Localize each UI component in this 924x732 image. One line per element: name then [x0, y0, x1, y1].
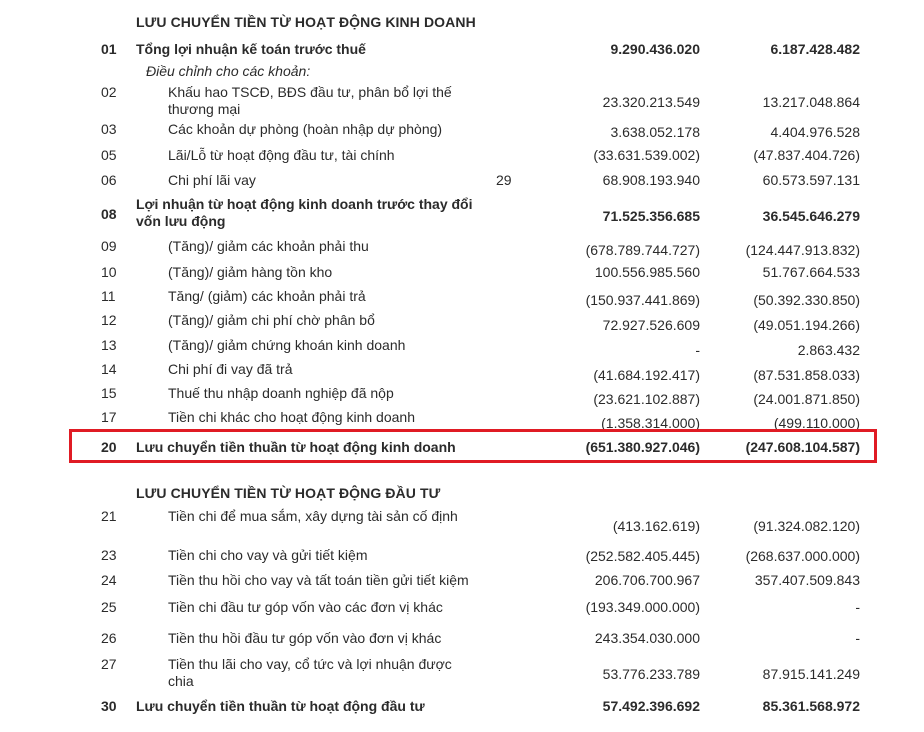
row-description: Lưu chuyển tiền thuần từ hoạt động kinh doanh [136, 439, 456, 455]
section-heading-operating: LƯU CHUYỂN TIỀN TỪ HOẠT ĐỘNG KINH DOANH [136, 14, 476, 30]
row-description: Tiền chi khác cho hoạt động kinh doanh [168, 409, 415, 425]
row-code: 23 [101, 547, 117, 563]
table-row [0, 312, 924, 332]
row-note: 29 [496, 172, 512, 188]
adjustments-row [0, 63, 924, 83]
current-year-value: 243.354.030.000 [594, 630, 700, 646]
table-row [0, 41, 924, 61]
row-code: 26 [101, 630, 117, 646]
prior-year-value: 51.767.664.533 [762, 264, 860, 280]
current-year-value: (1.358.314.000) [601, 415, 700, 431]
current-year-value: 206.706.700.967 [594, 572, 700, 588]
row-code: 01 [101, 41, 117, 57]
prior-year-value: 2.863.432 [797, 342, 860, 358]
adjustments-label: Điều chỉnh cho các khoản: [146, 63, 311, 79]
row-code: 05 [101, 147, 117, 163]
table-row [0, 147, 924, 167]
row-code: 25 [101, 599, 117, 615]
prior-year-value: 87.915.141.249 [762, 666, 860, 682]
table-row [0, 508, 924, 534]
row-code: 20 [101, 439, 117, 455]
row-description: Tiền chi để mua sắm, xây dựng tài sản cố định [168, 508, 458, 524]
row-description: Tổng lợi nhuận kế toán trước thuế [136, 41, 366, 57]
prior-year-value: (50.392.330.850) [753, 292, 860, 308]
current-year-value: (150.937.441.869) [585, 292, 700, 308]
prior-year-value: - [855, 599, 860, 615]
current-year-value: 23.320.213.549 [602, 94, 700, 110]
row-code: 21 [101, 508, 117, 524]
prior-year-value: 85.361.568.972 [762, 698, 860, 714]
prior-year-value: (87.531.858.033) [753, 367, 860, 383]
row-description: Lãi/Lỗ từ hoạt động đầu tư, tài chính [168, 147, 395, 163]
table-row [0, 121, 924, 141]
table-row [0, 361, 924, 381]
row-description: Lợi nhuận từ hoạt động kinh doanh trước thay đổi vốn lưu động [136, 196, 473, 229]
table-row [0, 238, 924, 258]
row-description: (Tăng)/ giảm chứng khoán kinh doanh [168, 337, 406, 353]
table-row [0, 599, 924, 619]
prior-year-value: (247.608.104.587) [745, 439, 860, 455]
prior-year-value: (49.051.194.266) [753, 317, 860, 333]
table-row [0, 337, 924, 357]
row-description: (Tăng)/ giảm hàng tồn kho [168, 264, 333, 280]
prior-year-value: (268.637.000.000) [745, 548, 860, 564]
row-code: 13 [101, 337, 117, 353]
row-code: 30 [101, 698, 117, 714]
row-code: 10 [101, 264, 117, 280]
table-row-highlighted [0, 439, 924, 459]
prior-year-value: 13.217.048.864 [762, 94, 860, 110]
row-code: 15 [101, 385, 117, 401]
table-row [0, 288, 924, 308]
table-row [0, 547, 924, 567]
table-row [0, 196, 924, 229]
prior-year-value: (499.110.000) [773, 415, 860, 431]
prior-year-value: (47.837.404.726) [753, 147, 860, 163]
row-description: Tiền thu hồi đầu tư góp vốn vào đơn vị khác [168, 630, 442, 646]
row-code: 14 [101, 361, 117, 377]
row-description: (Tăng)/ giảm các khoản phải thu [168, 238, 369, 254]
row-description: Tăng/ (giảm) các khoản phải trả [168, 288, 366, 304]
row-code: 08 [101, 206, 117, 222]
row-code: 24 [101, 572, 117, 588]
current-year-value: 68.908.193.940 [602, 172, 700, 188]
row-description: (Tăng)/ giảm chi phí chờ phân bổ [168, 312, 375, 328]
row-description: Các khoản dự phòng (hoàn nhập dự phòng) [168, 121, 443, 137]
row-description: Lưu chuyển tiền thuần từ hoạt động đầu tư [136, 698, 425, 714]
table-row [0, 698, 924, 718]
row-description: Tiền chi cho vay và gửi tiết kiệm [168, 547, 368, 563]
table-row [0, 409, 924, 429]
table-row [0, 264, 924, 284]
current-year-value: 100.556.985.560 [594, 264, 700, 280]
current-year-value: (651.380.927.046) [585, 439, 700, 455]
current-year-value: (413.162.619) [612, 518, 700, 534]
row-code: 11 [101, 288, 116, 304]
row-code: 27 [101, 656, 117, 672]
row-code: 02 [101, 84, 117, 100]
current-year-value: (678.789.744.727) [585, 242, 700, 258]
row-code: 03 [101, 121, 117, 137]
prior-year-value: 36.545.646.279 [762, 208, 860, 224]
prior-year-value: 357.407.509.843 [754, 572, 860, 588]
current-year-value: (23.621.102.887) [593, 391, 700, 407]
table-row [0, 572, 924, 592]
current-year-value: (252.582.405.445) [585, 548, 700, 564]
prior-year-value: 6.187.428.482 [770, 41, 860, 57]
row-description: Chi phí lãi vay [168, 172, 256, 188]
row-code: 09 [101, 238, 117, 254]
current-year-value: 71.525.356.685 [602, 208, 700, 224]
current-year-value: 3.638.052.178 [610, 124, 700, 140]
current-year-value: (193.349.000.000) [585, 599, 700, 615]
prior-year-value: 60.573.597.131 [762, 172, 860, 188]
table-row [0, 656, 924, 689]
table-row [0, 84, 924, 117]
row-description: Khấu hao TSCĐ, BĐS đầu tư, phân bổ lợi thế thương mại [168, 84, 452, 117]
current-year-value: (33.631.539.002) [593, 147, 700, 163]
row-code: 17 [101, 409, 117, 425]
section-heading-investing: LƯU CHUYỂN TIỀN TỪ HOẠT ĐỘNG ĐẦU TƯ [136, 485, 441, 501]
current-year-value: 9.290.436.020 [610, 41, 700, 57]
prior-year-value: 4.404.976.528 [770, 124, 860, 140]
current-year-value: (41.684.192.417) [593, 367, 700, 383]
row-description: Chi phí đi vay đã trả [168, 361, 293, 377]
table-row [0, 630, 924, 650]
table-row [0, 385, 924, 405]
row-description: Tiền chi đầu tư góp vốn vào các đơn vị khác [168, 599, 443, 615]
row-description: Tiền thu lãi cho vay, cổ tức và lợi nhuận được chia [168, 656, 452, 689]
row-description: Thuế thu nhập doanh nghiệp đã nộp [168, 385, 394, 401]
current-year-value: 57.492.396.692 [602, 698, 700, 714]
prior-year-value: - [855, 630, 860, 646]
current-year-value: 53.776.233.789 [602, 666, 700, 682]
row-code: 12 [101, 312, 117, 328]
row-description: Tiền thu hồi cho vay và tất toán tiền gửi tiết kiệm [168, 572, 469, 588]
current-year-value: - [695, 342, 700, 358]
prior-year-value: (24.001.871.850) [753, 391, 860, 407]
row-code: 06 [101, 172, 117, 188]
table-row [0, 172, 924, 192]
prior-year-value: (91.324.082.120) [753, 518, 860, 534]
prior-year-value: (124.447.913.832) [745, 242, 860, 258]
current-year-value: 72.927.526.609 [602, 317, 700, 333]
